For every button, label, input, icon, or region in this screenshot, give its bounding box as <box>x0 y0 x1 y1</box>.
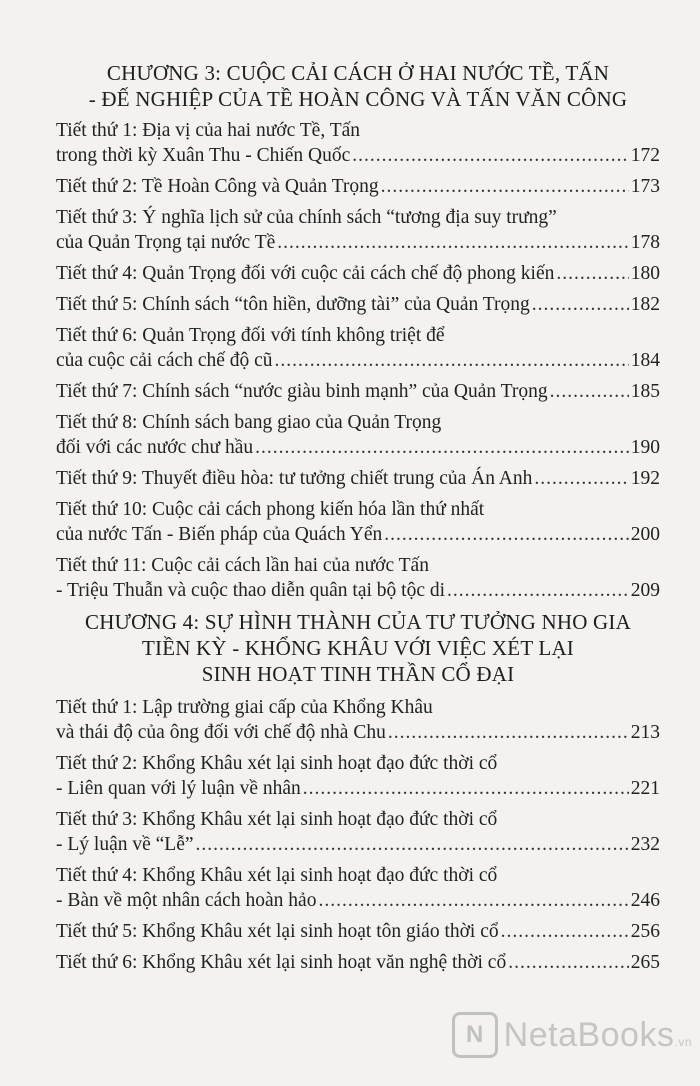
toc-entry-title: Tiết thứ 4: Quản Trọng đối với cuộc cải cách chế độ phong kiến <box>56 263 555 284</box>
dot-leader <box>318 888 628 913</box>
dot-leader <box>501 919 629 944</box>
dot-leader <box>352 143 628 168</box>
toc-entry-subtitle: - Lý luận về “Lễ” <box>56 834 194 855</box>
netabooks-watermark <box>452 1012 692 1058</box>
watermark-text: NetaBooks.vn <box>503 1015 692 1054</box>
page-number: 192 <box>630 468 660 489</box>
dot-leader <box>447 578 629 603</box>
dot-leader <box>277 230 628 255</box>
toc-entry-title: Tiết thứ 2: Khổng Khâu xét lại sinh hoạt đạo đức thời cổ <box>56 753 498 774</box>
toc-entry <box>56 751 660 801</box>
toc-entry-title: Tiết thứ 5: Chính sách “tôn hiền, dưỡng tài” của Quản Trọng <box>56 294 530 315</box>
chapter-4-entries <box>56 695 660 975</box>
chapter-4-title-line2: TIỀN KỲ - KHỔNG KHÂU VỚI VIỆC XÉT LẠI <box>141 636 574 660</box>
page-number: 184 <box>630 350 660 371</box>
toc-entry <box>56 497 660 547</box>
toc-entry <box>56 118 660 168</box>
toc-entry-title: Tiết thứ 3: Ý nghĩa lịch sử của chính sách “tương địa suy trưng” <box>56 207 557 228</box>
toc-entry-title: Tiết thứ 10: Cuộc cải cách phong kiến hóa lần thứ nhất <box>56 499 485 520</box>
toc-entry <box>56 174 660 199</box>
dot-leader <box>384 522 628 547</box>
toc-entry-title: Tiết thứ 6: Quản Trọng đối với tính không triệt để <box>56 325 445 346</box>
page-number: 213 <box>630 722 660 743</box>
toc-entry-title: Tiết thứ 8: Chính sách bang giao của Quản Trọng <box>56 412 442 433</box>
page-number: 221 <box>630 778 660 799</box>
toc-entry <box>56 410 660 460</box>
toc-entry-subtitle: của cuộc cải cách chế độ cũ <box>56 350 273 371</box>
page-number: 182 <box>630 294 660 315</box>
page-number: 178 <box>630 232 660 253</box>
dot-leader <box>556 261 628 286</box>
toc-entry-subtitle: - Triệu Thuẫn và cuộc thao diễn quân tại bộ tộc di <box>56 580 446 601</box>
toc-entry <box>56 205 660 255</box>
dot-leader <box>255 435 629 460</box>
toc-entry-title: Tiết thứ 5: Khổng Khâu xét lại sinh hoạt tôn giáo thời cổ <box>56 921 499 942</box>
toc-entry <box>56 863 660 913</box>
toc-entry <box>56 323 660 373</box>
dot-leader <box>275 348 629 373</box>
dot-leader <box>532 292 629 317</box>
page-number: 173 <box>630 176 660 197</box>
toc-entry-title: Tiết thứ 1: Lập trường giai cấp của Khổng Khâu <box>56 697 433 718</box>
dot-leader <box>303 776 629 801</box>
toc-entry-subtitle: của nước Tấn - Biến pháp của Quách Yển <box>56 524 383 545</box>
toc-entry-title: Tiết thứ 9: Thuyết điều hòa: tư tưởng chiết trung của Án Anh <box>56 468 533 489</box>
toc-entry-subtitle: của Quản Trọng tại nước Tề <box>56 232 276 253</box>
toc-entry-title: Tiết thứ 6: Khổng Khâu xét lại sinh hoạt văn nghệ thời cổ <box>56 952 507 973</box>
page-number: 185 <box>630 381 660 402</box>
toc-entry-title: Tiết thứ 11: Cuộc cải cách lần hai của nước Tấn <box>56 555 429 576</box>
page-number: 246 <box>630 890 660 911</box>
page-number: 256 <box>630 921 660 942</box>
page-number: 190 <box>630 437 660 458</box>
toc-entry-subtitle: - Bàn về một nhân cách hoàn hảo <box>56 890 317 911</box>
toc-entry-subtitle: và thái độ của ông đối với chế độ nhà Chu <box>56 722 386 743</box>
toc-entry <box>56 292 660 317</box>
toc-entry-subtitle: trong thời kỳ Xuân Thu - Chiến Quốc <box>56 145 351 166</box>
dot-leader <box>196 832 629 857</box>
page-number: 265 <box>630 952 660 973</box>
page-number: 209 <box>630 580 660 601</box>
dot-leader <box>381 174 629 199</box>
toc-entry-title: Tiết thứ 1: Địa vị của hai nước Tề, Tấn <box>56 120 361 141</box>
dot-leader <box>388 720 629 745</box>
chapter-3-title-line2: - ĐẾ NGHIỆP CỦA TỀ HOÀN CÔNG VÀ TẤN VĂN CÔNG <box>88 87 628 111</box>
chapter-3-heading <box>56 60 660 112</box>
toc-entry <box>56 807 660 857</box>
table-of-contents <box>56 60 660 981</box>
toc-entry-title: Tiết thứ 7: Chính sách “nước giàu binh mạnh” của Quản Trọng <box>56 381 548 402</box>
toc-entry <box>56 553 660 603</box>
chapter-3-title-line1: CHƯƠNG 3: CUỘC CẢI CÁCH Ở HAI NƯỚC TỀ, TẤN <box>106 61 610 85</box>
toc-entry <box>56 466 660 491</box>
toc-entry <box>56 919 660 944</box>
toc-entry-title: Tiết thứ 3: Khổng Khâu xét lại sinh hoạt đạo đức thời cổ <box>56 809 498 830</box>
netabooks-logo-icon: N <box>452 1012 498 1058</box>
dot-leader <box>550 379 629 404</box>
page-number: 232 <box>630 834 660 855</box>
toc-entry-title: Tiết thứ 2: Tề Hoàn Công và Quản Trọng <box>56 176 379 197</box>
chapter-4-title-line3: SINH HOẠT TINH THẦN CỔ ĐẠI <box>201 662 515 686</box>
toc-entry <box>56 261 660 286</box>
chapter-4-heading <box>56 609 660 687</box>
toc-entry-subtitle: - Liên quan với lý luận về nhân <box>56 778 301 799</box>
chapter-3-entries <box>56 118 660 603</box>
toc-entry-subtitle: đối với các nước chư hầu <box>56 437 254 458</box>
page-number: 200 <box>630 524 660 545</box>
page-number: 180 <box>630 263 660 284</box>
dot-leader <box>534 466 628 491</box>
toc-entry-title: Tiết thứ 4: Khổng Khâu xét lại sinh hoạt đạo đức thời cổ <box>56 865 498 886</box>
toc-entry <box>56 695 660 745</box>
toc-entry <box>56 950 660 975</box>
page-number: 172 <box>630 145 660 166</box>
chapter-4-title-line1: CHƯƠNG 4: SỰ HÌNH THÀNH CỦA TƯ TƯỞNG NHO GIA <box>85 610 631 634</box>
toc-entry <box>56 379 660 404</box>
dot-leader <box>508 950 629 975</box>
